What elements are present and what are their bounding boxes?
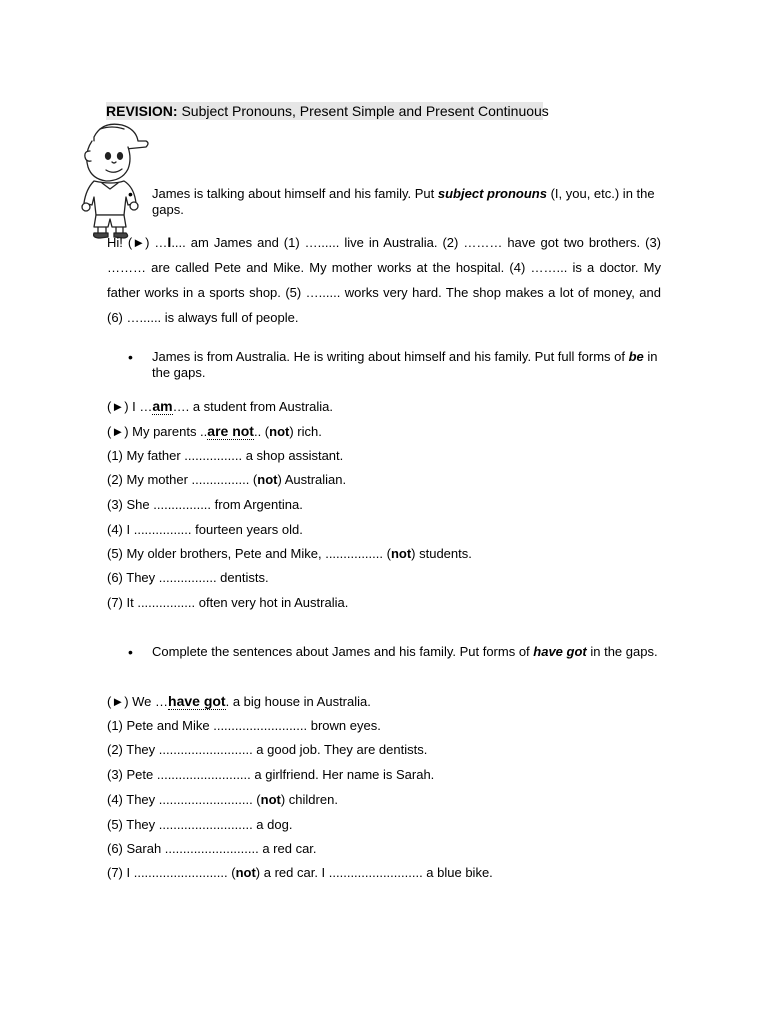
- exercise-item: [107, 817, 292, 833]
- line-text: (►) We …: [107, 694, 169, 709]
- line-text: . a big house in Australia.: [225, 694, 371, 709]
- item-text: (5) My older brothers, Pete and Mike, ................ (: [107, 546, 391, 561]
- bullet-icon: •: [128, 186, 133, 202]
- item-text: (2) They .......................... a good job. They are dentists.: [107, 742, 428, 757]
- not-keyword: not: [390, 546, 412, 561]
- example-answer: have got: [168, 693, 226, 709]
- exercise-item: [107, 767, 434, 783]
- exercise-item: [107, 570, 269, 586]
- cartoon-boy-illustration: [66, 117, 152, 239]
- instruction-keyword: subject pronouns: [437, 186, 547, 201]
- item-text: (2) My mother ................ (: [107, 472, 258, 487]
- item-text: ) a red car. I .......................... a blue bike.: [255, 865, 493, 880]
- item-text: (6) They ................ dentists.: [107, 570, 269, 585]
- instruction-have-got: [128, 644, 661, 660]
- item-text: ) Australian.: [277, 472, 347, 487]
- instruction-text: in the gaps.: [152, 349, 658, 380]
- bullet-icon: •: [128, 644, 133, 660]
- exercise-item: [107, 792, 338, 808]
- exercise-item: [107, 865, 493, 881]
- line-text: .. (: [253, 424, 270, 439]
- instruction-text: (I, you, etc.) in the gaps.: [152, 186, 655, 217]
- item-text: (1) Pete and Mike .......................... brown eyes.: [107, 718, 381, 733]
- item-text: (3) She ................ from Argentina.: [107, 497, 303, 512]
- instruction-text: in the gaps.: [586, 644, 658, 659]
- not-keyword: not: [260, 792, 281, 807]
- not-keyword: not: [269, 424, 290, 439]
- not-keyword: not: [257, 472, 278, 487]
- exercise-item: [107, 718, 381, 734]
- item-text: (1) My father ................ a shop assistant.: [107, 448, 344, 463]
- line-text: ) rich.: [289, 424, 322, 439]
- example-answer: are not: [207, 423, 254, 439]
- instruction-text: Complete the sentences about James and his family. Put forms of: [152, 644, 534, 659]
- exercise-item: [107, 841, 317, 857]
- paragraph-text: Hi! (►) …: [107, 235, 168, 250]
- instruction-text: James is talking about himself and his family. Put: [152, 186, 438, 201]
- line-text: …. a student from Australia.: [172, 399, 334, 414]
- line-text: (►) My parents ..: [107, 424, 208, 439]
- example-line: [107, 398, 333, 415]
- example-line: [107, 423, 322, 440]
- pronoun-paragraph: [107, 230, 661, 330]
- item-text: (5) They .......................... a dog.: [107, 817, 293, 832]
- line-text: (►) I …: [107, 399, 153, 414]
- not-keyword: not: [235, 865, 256, 880]
- instruction-text: James is from Australia. He is writing about himself and his family. Put full forms of: [152, 349, 629, 364]
- exercise-item: [107, 546, 472, 562]
- bullet-icon: •: [128, 349, 133, 365]
- item-text: ) students.: [411, 546, 472, 561]
- instruction-subject-pronouns: [128, 186, 661, 218]
- title-text: Subject Pronouns, Present Simple and Present Continuous: [177, 103, 549, 119]
- title-label: REVISION:: [106, 103, 178, 119]
- instruction-keyword: have got: [533, 644, 587, 659]
- instruction-keyword: be: [628, 349, 644, 364]
- example-line: [107, 693, 371, 710]
- item-text: (4) They .......................... (: [107, 792, 261, 807]
- example-answer: I: [167, 234, 172, 250]
- exercise-item: [107, 742, 427, 758]
- exercise-item: [107, 522, 303, 538]
- example-answer: am: [152, 398, 173, 414]
- item-text: (4) I ................ fourteen years old.: [107, 522, 303, 537]
- item-text: (6) Sarah .......................... a red car.: [107, 841, 317, 856]
- exercise-item: [107, 497, 303, 513]
- exercise-item: [107, 595, 348, 611]
- item-text: (7) I .......................... (: [107, 865, 236, 880]
- worksheet-title: [106, 102, 549, 120]
- exercise-item: [107, 448, 343, 464]
- item-text: ) children.: [280, 792, 338, 807]
- item-text: (7) It ................ often very hot in Australia.: [107, 595, 349, 610]
- paragraph-text: .... am James and (1) …...... live in Australia. (2) ……… have got two brothers. (3) ……… are called Pete and Mike. My mother works at the hospital. (4) ……... is a doctor. My father works in a sports shop. (5) …...... works very hard. The shop makes a lot of money, and (6) …...... is always full of people.: [107, 235, 662, 325]
- exercise-item: [107, 472, 346, 488]
- item-text: (3) Pete .......................... a girlfriend. Her name is Sarah.: [107, 767, 435, 782]
- instruction-be: [128, 349, 661, 381]
